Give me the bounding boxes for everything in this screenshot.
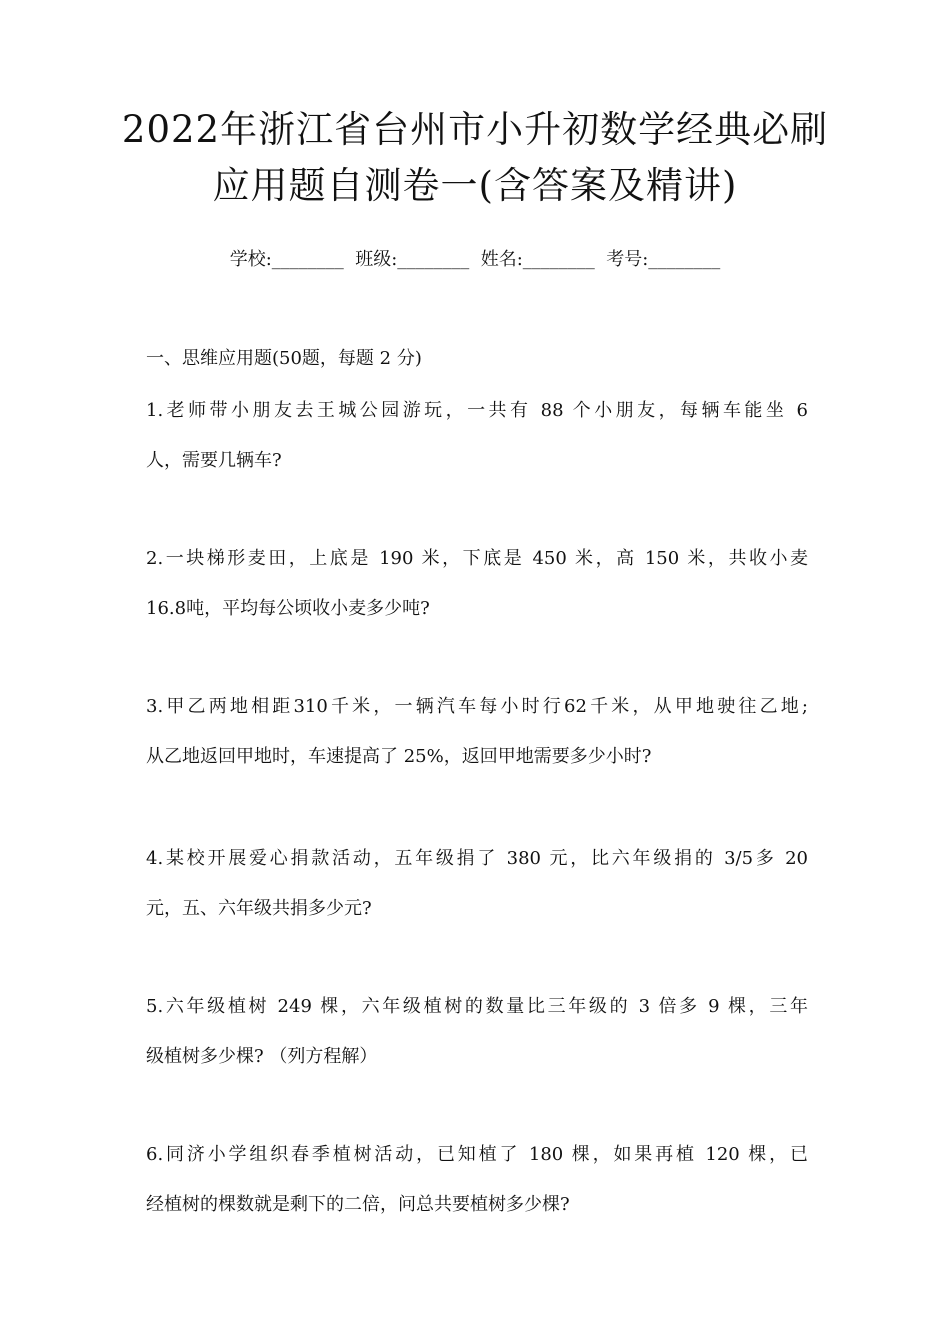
- exam-title-line-2: 应用题自测卷一(含答案及精讲): [212, 164, 738, 207]
- question-2-line-2: 16.8吨，平均每公顷收小麦多少吨?: [146, 598, 430, 619]
- question-1-line-1: 1.老师带小朋友去王城公园游玩，一共有 88 个小朋友，每辆车能坐 6: [146, 400, 808, 421]
- question-5-line-2: 级植树多少棵? （列方程解）: [146, 1046, 378, 1067]
- question-6: [146, 1141, 808, 1219]
- question-1-line-2: 人，需要几辆车?: [146, 450, 282, 471]
- question-3: [146, 693, 808, 771]
- exam-title-line-1: 2022年浙江省台州市小升初数学经典必刷: [121, 108, 829, 151]
- question-6-line-2: 经植树的棵数就是剩下的二倍，问总共要植树多少棵?: [146, 1194, 570, 1215]
- question-3-line-2: 从乙地返回甲地时，车速提高了 25%，返回甲地需要多少小时?: [146, 746, 652, 767]
- question-5-line-1: 5.六年级植树 249 棵，六年级植树的数量比三年级的 3 倍多 9 棵，三年: [146, 996, 808, 1017]
- question-4: [146, 845, 808, 923]
- question-2: [146, 545, 808, 623]
- question-5: [146, 993, 808, 1071]
- question-1: [146, 397, 808, 475]
- question-2-line-1: 2.一块梯形麦田，上底是 190 米，下底是 450 米，高 150 米，共收小麦: [146, 548, 808, 569]
- question-4-line-2: 元，五、六年级共捐多少元?: [146, 898, 372, 919]
- question-3-line-1: 3.甲乙两地相距310千米，一辆汽车每小时行62千米，从甲地驶往乙地;: [146, 696, 808, 717]
- question-6-line-1: 6.同济小学组织春季植树活动，已知植了 180 棵，如果再植 120 棵，已: [146, 1144, 808, 1165]
- question-4-line-1: 4.某校开展爱心捐款活动，五年级捐了 380 元，比六年级捐的 3/5多 20: [146, 848, 808, 869]
- section-heading: 一、思维应用题(50题，每题 2 分): [146, 348, 422, 369]
- student-info-line: 学校:________ 班级:________ 姓名:________ 考号:________: [229, 249, 721, 270]
